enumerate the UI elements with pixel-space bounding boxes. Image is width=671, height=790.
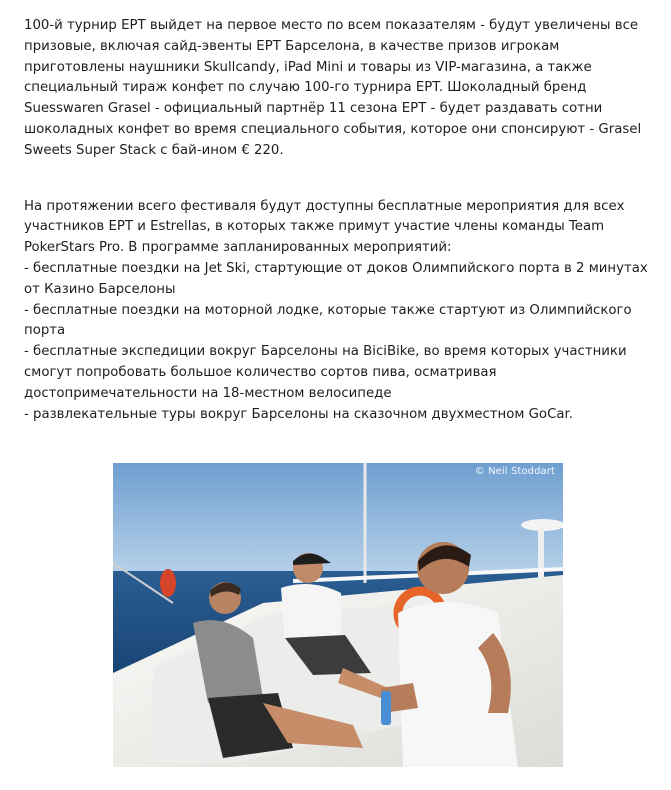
text-line: 100-й турнир EPT выйдет на первое место по всем показателям - будут увеличены все (24, 18, 639, 33)
text-line: - бесплатные экспедиции вокруг Барселоны на BiciBike, во время которых участники (24, 344, 627, 360)
yacht-photo-illustration (113, 463, 563, 767)
text-line: смогут попробовать большое количество сортов пива, осматривая (24, 364, 497, 380)
paragraph-ept-100 (24, 16, 654, 162)
text-line: специальный тираж конфет по случаю 100-го турнира EPT. Шоколадный бренд (24, 80, 587, 96)
paragraph-free-activities (24, 197, 654, 426)
yacht-photo (113, 463, 563, 767)
paragraph-gap (24, 162, 654, 197)
text-line: PokerStars Pro. В программе запланированных мероприятий: (24, 240, 452, 256)
text-line: На протяжении всего фестиваля будут доступны бесплатные мероприятия для всех (24, 198, 625, 214)
buoy (160, 569, 176, 597)
article-body (24, 16, 654, 425)
text-line: достопримечательности на 18-местном велосипеде (24, 385, 392, 401)
text-line: - развлекательные туры вокруг Барселоны на сказочном двухместном GoCar. (24, 406, 573, 422)
text-line: участников EPT и Estrellas, в которых также примут участие члены команды Team (24, 219, 605, 235)
text-line: - бесплатные поездки на моторной лодке, которые также стартуют из Олимпийского (24, 302, 632, 318)
photo-credit: © Neil Stoddart (474, 466, 555, 477)
sky (113, 463, 563, 575)
text-line: призовые, включая сайд-эвенты EPT Барселона, в качестве призов игрокам (24, 38, 560, 54)
text-line: - бесплатные поездки на Jet Ski, стартующие от доков Олимпийского порта в 2 минутах (24, 260, 648, 276)
text-line: Suesswaren Grasel - официальный партнёр 11 сезона EPT - будет раздавать сотни (24, 101, 603, 117)
text-line: порта (24, 323, 66, 339)
text-line: шоколадных конфет во время специального события, которое они спонсируют - Grasel (24, 121, 642, 137)
text-line: Sweets Super Stack с бай-ином € 220. (24, 142, 284, 158)
text-line: от Казино Барселоны (24, 281, 176, 297)
text-line: приготовлены наушники Skullcandy, iPad Mini и товары из VIP-магазина, а также (24, 59, 592, 75)
water-bottle (381, 691, 391, 725)
